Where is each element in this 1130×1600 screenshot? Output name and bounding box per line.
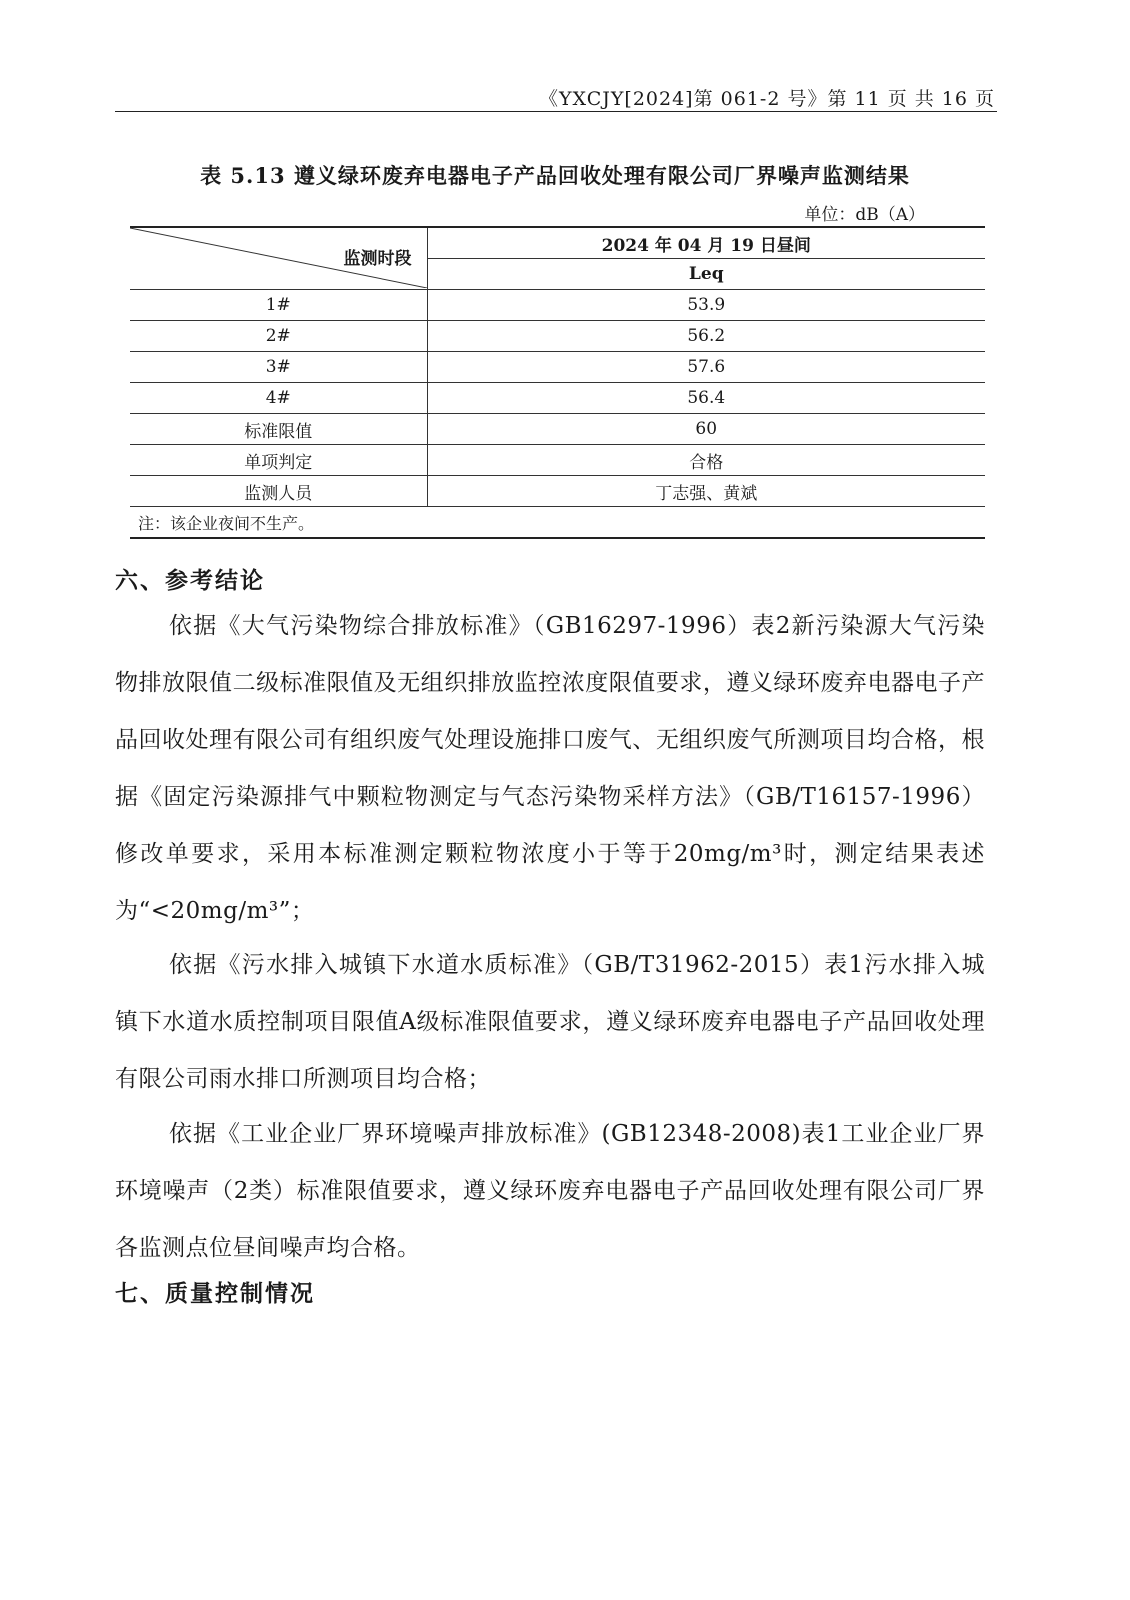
- section-title-quality-control: 七、质量控制情况: [115, 1280, 315, 1307]
- date-header: 2024 年 04 月 19 日昼间: [427, 227, 985, 259]
- table-row: [130, 383, 985, 414]
- row-value: 53.9: [427, 290, 985, 321]
- section-title-conclusion: 六、参考结论: [115, 567, 265, 594]
- table-row: [130, 445, 985, 476]
- paragraph-air: 依据《大气污染物综合排放标准》（GB16297-1996）表2新污染源大气污染物排放限值二级标准限值及无组织排放监控浓度限值要求，遵义绿环废弃电器电子产品回收处理有限公司有组织废气处理设施排口废气、无组织废气所测项目均合格，根据《固定污染源排气中颗粒物测定与气态污染物采样方法》（GB/T16157-1996）修改单要求，采用本标准测定颗粒物浓度小于等于20mg/m³时，测定结果表述为“<20mg/m³”；: [115, 613, 985, 924]
- row-label: 标准限值: [130, 414, 427, 445]
- row-value: 合格: [427, 445, 985, 476]
- row-value: 60: [427, 414, 985, 445]
- noise-result-table: [130, 226, 985, 539]
- table-corner-cell: [130, 227, 427, 290]
- row-value: 56.4: [427, 383, 985, 414]
- row-label: 单项判定: [130, 445, 427, 476]
- page-header: 《YXCJY[2024]第 061-2 号》第 11 页 共 16 页: [538, 88, 995, 110]
- row-label: 1#: [130, 290, 427, 321]
- table-row: [130, 321, 985, 352]
- row-value: 丁志强、黄斌: [427, 476, 985, 507]
- table-row: [130, 290, 985, 321]
- table-note-row: [130, 507, 985, 539]
- corner-label: 监测时段: [343, 249, 412, 269]
- table-caption: 表 5.13 遵义绿环废弃电器电子产品回收处理有限公司厂界噪声监测结果: [200, 163, 910, 188]
- table-unit: 单位：dB（A）: [804, 205, 925, 225]
- paragraph-water: 依据《污水排入城镇下水道水质标准》（GB/T31962-2015）表1污水排入城镇下水道水质控制项目限值A级标准限值要求，遵义绿环废弃电器电子产品回收处理有限公司雨水排口所测项目均合格；: [115, 952, 985, 1092]
- table-header-row: [130, 227, 985, 259]
- paragraph-noise: 依据《工业企业厂界环境噪声排放标准》(GB12348-2008)表1工业企业厂界环境噪声（2类）标准限值要求，遵义绿环废弃电器电子产品回收处理有限公司厂界各监测点位昼间噪声均合格。: [115, 1121, 985, 1261]
- row-label: 2#: [130, 321, 427, 352]
- table-note: 注：该企业夜间不生产。: [130, 507, 985, 539]
- row-label: 4#: [130, 383, 427, 414]
- row-value: 57.6: [427, 352, 985, 383]
- row-label: 监测人员: [130, 476, 427, 507]
- header-rule: [115, 111, 997, 112]
- table-row: [130, 414, 985, 445]
- row-value: 56.2: [427, 321, 985, 352]
- row-label: 3#: [130, 352, 427, 383]
- table-row: [130, 352, 985, 383]
- metric-header: Leq: [427, 259, 985, 290]
- table-row: [130, 476, 985, 507]
